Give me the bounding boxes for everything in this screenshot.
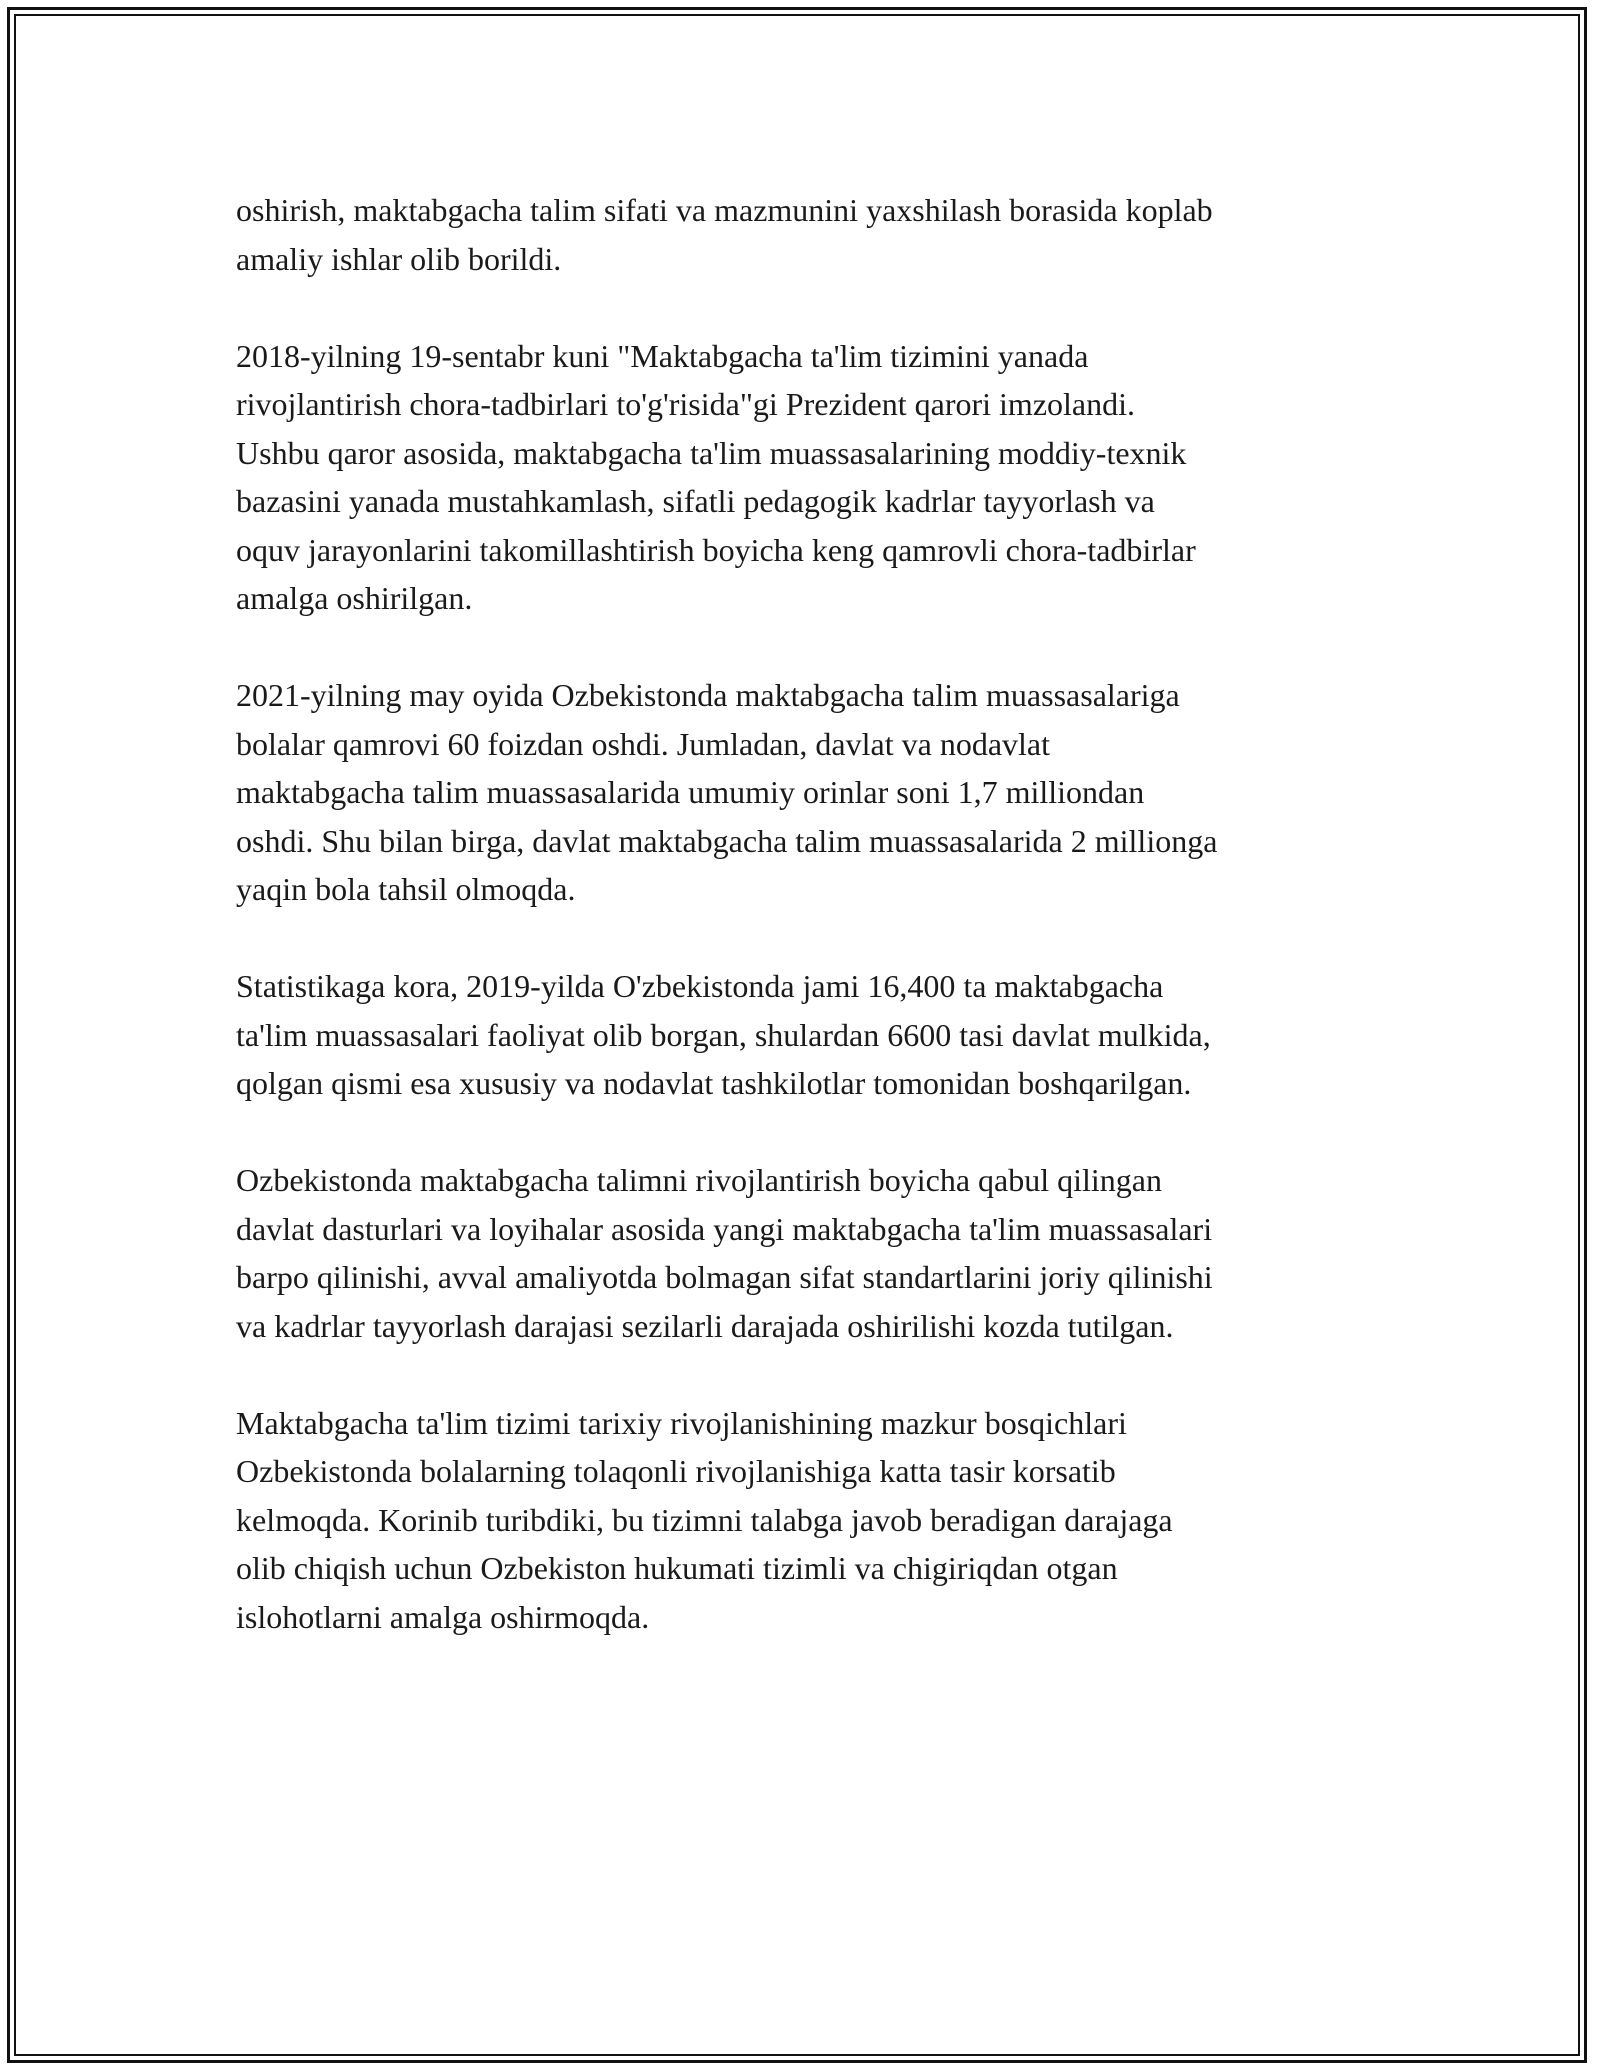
text-line: oshdi. Shu bilan birga, davlat maktabgacha talim muassasalarida 2 millionga — [236, 822, 1218, 859]
text-line: amaliy ishlar olib borildi. — [236, 240, 562, 277]
text-line: yaqin bola tahsil olmoqda. — [236, 871, 576, 907]
paragraph-6 — [236, 1399, 1386, 1642]
text-line: bolalar qamrovi 60 foizdan oshdi. Jumladan, davlat va nodavlat — [236, 725, 1050, 762]
text-line: ta'lim muassasalari faoliyat olib borgan, shulardan 6600 tasi davlat mulkida, — [236, 1016, 1211, 1053]
text-line: amalga oshirilgan. — [236, 580, 473, 616]
text-line: Ozbekistonda bolalarning tolaqonli rivojlanishiga katta tasir korsatib — [236, 1453, 1116, 1489]
text-line: oshirish, maktabgacha talim sifati va mazmunini yaxshilash borasida koplab — [236, 192, 1213, 228]
document-body — [236, 186, 1386, 1690]
text-line: barpo qilinishi, avval amaliyotda bolmagan sifat standartlarini joriy qilinishi — [236, 1259, 1213, 1295]
text-line: va kadrlar tayyorlash darajasi sezilarli darajada oshirilishi kozda tutilgan. — [236, 1307, 1174, 1344]
paragraph-3 — [236, 671, 1386, 914]
text-line: Ushbu qaror asosida, maktabgacha ta'lim muassasalarining moddiy-texnik — [236, 434, 1187, 471]
text-line: 2018-yilning 19-sentabr kuni "Maktabgacha ta'lim tizimini yanada — [236, 337, 1089, 374]
text-line: kelmoqda. Korinib turibdiki, bu tizimni talabga javob beradigan darajaga — [236, 1501, 1173, 1538]
paragraph-1 — [236, 186, 1386, 283]
text-line: Ozbekistonda maktabgacha talimni rivojlantirish boyicha qabul qilingan — [236, 1162, 1162, 1198]
text-line: maktabgacha talim muassasalarida umumiy orinlar soni 1,7 milliondan — [236, 774, 1145, 810]
paragraph-2 — [236, 332, 1386, 623]
text-line: islohotlarni amalga oshirmoqda. — [236, 1598, 650, 1635]
text-line: 2021-yilning may oyida Ozbekistonda maktabgacha talim muassasalariga — [236, 677, 1180, 713]
text-line: oquv jarayonlarini takomillashtirish boyicha keng qamrovli chora-tadbirlar — [236, 531, 1196, 568]
text-line: qolgan qismi esa xususiy va nodavlat tashkilotlar tomonidan boshqarilgan. — [236, 1065, 1192, 1101]
text-line: davlat dasturlari va loyihalar asosida yangi maktabgacha ta'lim muassasalari — [236, 1210, 1213, 1247]
text-line: Statistikaga kora, 2019-yilda O'zbekistonda jami 16,400 ta maktabgacha — [236, 968, 1164, 1004]
text-line: rivojlantirish chora-tadbirlari to'g'risida"gi Prezident qarori imzolandi. — [236, 386, 1135, 422]
text-line: Maktabgacha ta'lim tizimi tarixiy rivojlanishining mazkur bosqichlari — [236, 1404, 1127, 1441]
text-line: bazasini yanada mustahkamlash, sifatli pedagogik kadrlar tayyorlash va — [236, 483, 1155, 519]
paragraph-5 — [236, 1156, 1386, 1350]
text-line: olib chiqish uchun Ozbekiston hukumati tizimli va chigiriqdan otgan — [236, 1550, 1118, 1586]
paragraph-4 — [236, 962, 1386, 1108]
